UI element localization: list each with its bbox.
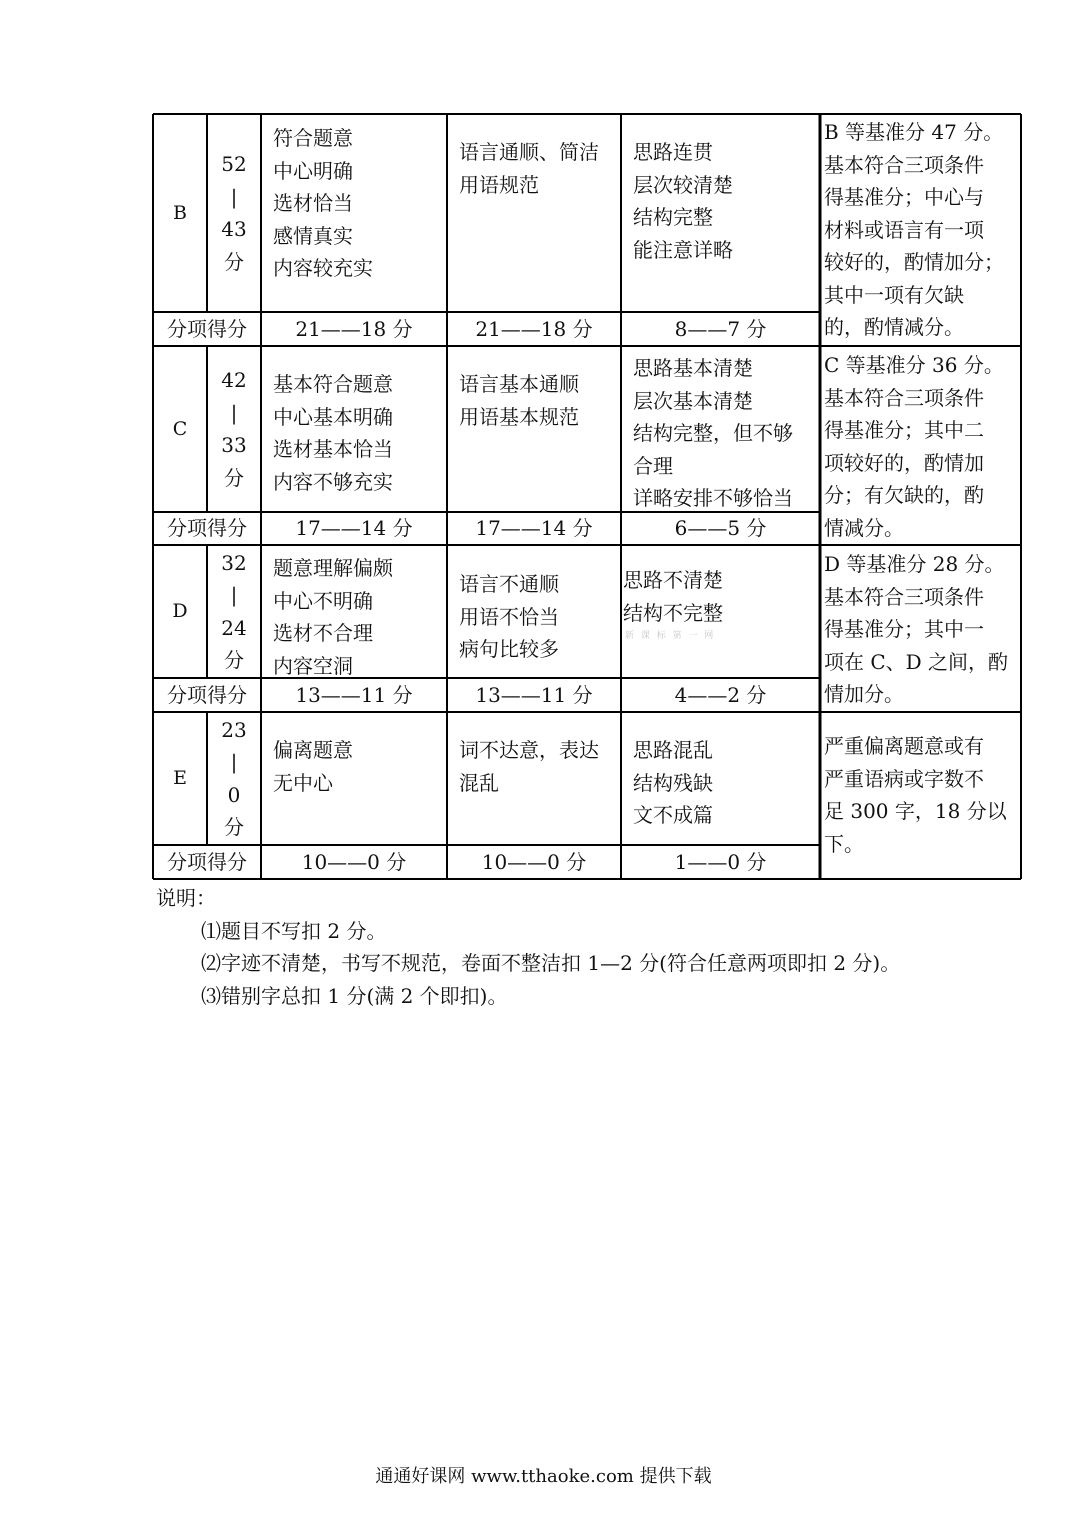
structure-criteria bbox=[621, 132, 820, 312]
language-criteria-line: 混乱 bbox=[459, 770, 499, 795]
content-criteria-line: 选材恰当 bbox=[273, 191, 353, 215]
grade-note-line: 得基准分；其中一 bbox=[824, 617, 984, 641]
grade-note-line: 的，酌情减分。 bbox=[824, 315, 964, 339]
language-criteria bbox=[447, 564, 621, 678]
sub-score-value: 17——14 分 bbox=[295, 516, 413, 540]
score-range-line: 分 bbox=[224, 815, 244, 839]
structure-criteria-line: 结构残缺 bbox=[633, 770, 713, 795]
language-criteria-line: 用语不恰当 bbox=[459, 604, 559, 629]
grade-label: D bbox=[172, 600, 188, 622]
grade-note-line: 项在 C、D 之间，酌 bbox=[824, 649, 1009, 674]
sub-score-label: 分项得分 bbox=[167, 683, 247, 707]
content-criteria-line: 基本符合题意 bbox=[273, 372, 393, 396]
sub-score-value: 13——11 分 bbox=[295, 683, 413, 707]
sub-score-value: 4——2 分 bbox=[674, 683, 767, 707]
structure-criteria-line: 思路不清楚 bbox=[623, 568, 723, 592]
sub-score-value: 21——18 分 bbox=[475, 317, 593, 341]
grade-label: C bbox=[172, 418, 188, 440]
content-criteria-line: 选材不合理 bbox=[273, 621, 373, 645]
score-range bbox=[207, 714, 261, 848]
grade-note-line: 其中一项有欠缺 bbox=[824, 282, 964, 307]
content-criteria-line: 感情真实 bbox=[273, 223, 353, 248]
grade-note-line: 得基准分；其中二 bbox=[824, 418, 984, 442]
content-criteria-line: 内容较充实 bbox=[273, 256, 373, 280]
grade-note-line: 严重语病或字数不 bbox=[824, 766, 984, 791]
score-range bbox=[207, 547, 261, 681]
structure-criteria-line: 层次较清楚 bbox=[633, 172, 733, 197]
score-range-line: 24 bbox=[221, 615, 247, 640]
score-range bbox=[207, 364, 261, 498]
score-range bbox=[207, 148, 261, 282]
language-criteria-line: 病句比较多 bbox=[459, 637, 559, 661]
score-range-line: 分 bbox=[224, 249, 244, 274]
grade-note bbox=[822, 116, 1019, 346]
notes-heading: 说明： bbox=[156, 886, 216, 910]
content-criteria bbox=[261, 364, 447, 512]
structure-criteria-line: 结构不完整 bbox=[623, 600, 723, 625]
grade-note-line: D 等基准分 28 分。 bbox=[824, 552, 1005, 576]
note-item-3: ⑶错别字总扣 1 分(满 2 个即扣)。 bbox=[201, 983, 508, 1008]
sub-score-value: 6——5 分 bbox=[674, 516, 767, 540]
structure-criteria-line: 层次基本清楚 bbox=[633, 388, 753, 413]
content-criteria-line: 中心基本明确 bbox=[273, 404, 393, 429]
score-range-line: 0 bbox=[227, 782, 241, 807]
structure-criteria-line: 文不成篇 bbox=[633, 803, 713, 827]
content-criteria bbox=[261, 730, 447, 845]
structure-criteria-line: 能注意详略 bbox=[633, 237, 733, 262]
content-criteria-line: 选材基本恰当 bbox=[273, 437, 393, 461]
sub-score-value: 17——14 分 bbox=[475, 516, 593, 540]
content-criteria-line: 内容不够充实 bbox=[273, 469, 393, 494]
structure-criteria bbox=[621, 730, 820, 845]
sub-score-value: 1——0 分 bbox=[674, 850, 767, 874]
score-range-line: | bbox=[230, 184, 238, 209]
grade-note-line: 基本符合三项条件 bbox=[824, 385, 984, 410]
note-item-2: ⑵字迹不清楚，书写不规范，卷面不整洁扣 1—2 分(符合任意两项即扣 2 分)。 bbox=[201, 951, 901, 975]
content-criteria-line: 中心不明确 bbox=[273, 588, 373, 613]
language-criteria bbox=[447, 364, 621, 512]
sub-score-value: 13——11 分 bbox=[475, 683, 593, 707]
structure-criteria-line: 结构完整 bbox=[633, 205, 713, 229]
sub-score-label: 分项得分 bbox=[167, 850, 247, 874]
language-criteria-line: 语言基本通顺 bbox=[459, 372, 579, 396]
score-range-line: 23 bbox=[221, 717, 247, 742]
grade-label: E bbox=[173, 767, 187, 789]
grade-note-line: 情减分。 bbox=[824, 515, 904, 540]
content-criteria-line: 符合题意 bbox=[273, 126, 353, 150]
content-criteria-line: 偏离题意 bbox=[273, 738, 353, 762]
structure-criteria-line: 合理 bbox=[633, 453, 673, 478]
sub-score-label: 分项得分 bbox=[167, 317, 247, 341]
language-criteria bbox=[447, 132, 621, 312]
language-criteria-line: 用语基本规范 bbox=[459, 404, 579, 429]
score-range-line: | bbox=[230, 400, 238, 425]
content-criteria-line: 内容空洞 bbox=[273, 653, 353, 678]
grade-label: B bbox=[173, 202, 187, 224]
grade-note-line: C 等基准分 36 分。 bbox=[824, 353, 1004, 377]
grade-note-line: 严重偏离题意或有 bbox=[824, 734, 984, 758]
grade-note-line: 足 300 字，18 分以 bbox=[824, 799, 1007, 823]
grade-note-line: 材料或语言有一项 bbox=[824, 217, 984, 242]
sub-score-value: 8——7 分 bbox=[674, 317, 767, 341]
content-criteria-line: 题意理解偏颇 bbox=[273, 556, 393, 580]
grade-note-line: 基本符合三项条件 bbox=[824, 584, 984, 609]
grade-note-line: 项较好的，酌情加 bbox=[824, 450, 984, 475]
grade-note-line: 下。 bbox=[824, 831, 864, 856]
grade-note bbox=[822, 349, 1019, 545]
grade-note bbox=[822, 548, 1019, 712]
language-criteria-line: 语言通顺、简洁 bbox=[459, 140, 599, 164]
score-range-line: | bbox=[230, 750, 238, 774]
structure-criteria-line: 思路连贯 bbox=[633, 140, 713, 164]
score-range-line: 42 bbox=[221, 368, 247, 392]
notes-section bbox=[156, 882, 900, 1012]
score-range-line: 43 bbox=[221, 217, 247, 241]
structure-criteria-line: 思路基本清楚 bbox=[633, 356, 753, 380]
content-criteria bbox=[261, 118, 447, 312]
grade-note-line: 情加分。 bbox=[824, 682, 904, 706]
structure-criteria-line: 详略安排不够恰当 bbox=[633, 486, 793, 510]
structure-criteria-line: 结构完整，但不够 bbox=[633, 421, 793, 445]
structure-criteria-line: 思路混乱 bbox=[633, 738, 713, 762]
sub-score-value: 10——0 分 bbox=[301, 850, 407, 874]
language-criteria-line: 用语规范 bbox=[459, 172, 539, 197]
grade-note bbox=[822, 730, 1019, 879]
score-range-line: 52 bbox=[221, 152, 247, 176]
structure-criteria bbox=[621, 348, 820, 512]
note-item-1: ⑴题目不写扣 2 分。 bbox=[201, 918, 387, 943]
sub-score-value: 10——0 分 bbox=[481, 850, 587, 874]
score-range-line: 分 bbox=[224, 465, 244, 490]
watermark-text: 新 课 标 第 一 网 bbox=[625, 631, 716, 641]
content-criteria bbox=[261, 548, 447, 678]
sub-score-label: 分项得分 bbox=[167, 516, 247, 540]
language-criteria-line: 词不达意，表达 bbox=[459, 738, 599, 762]
structure-criteria bbox=[621, 564, 820, 678]
grade-note-line: 较好的，酌情加分； bbox=[824, 250, 1004, 274]
score-range-line: | bbox=[230, 583, 238, 607]
language-criteria bbox=[447, 730, 621, 845]
language-criteria-line: 语言不通顺 bbox=[459, 572, 559, 596]
score-range-line: 分 bbox=[224, 648, 244, 672]
content-criteria-line: 中心明确 bbox=[273, 158, 353, 183]
score-range-line: 32 bbox=[221, 550, 247, 575]
grade-note-line: 得基准分；中心与 bbox=[824, 185, 984, 209]
footer-credit: 通通好课网 www.tthaoke.com 提供下载 bbox=[375, 1466, 712, 1487]
grade-note-line: 分；有欠缺的，酌 bbox=[824, 483, 984, 507]
content-criteria-line: 无中心 bbox=[273, 770, 333, 795]
score-range-line: 33 bbox=[221, 433, 247, 457]
grade-note-line: 基本符合三项条件 bbox=[824, 152, 984, 177]
grade-note-line: B 等基准分 47 分。 bbox=[824, 120, 1004, 144]
sub-score-value: 21——18 分 bbox=[295, 317, 413, 341]
